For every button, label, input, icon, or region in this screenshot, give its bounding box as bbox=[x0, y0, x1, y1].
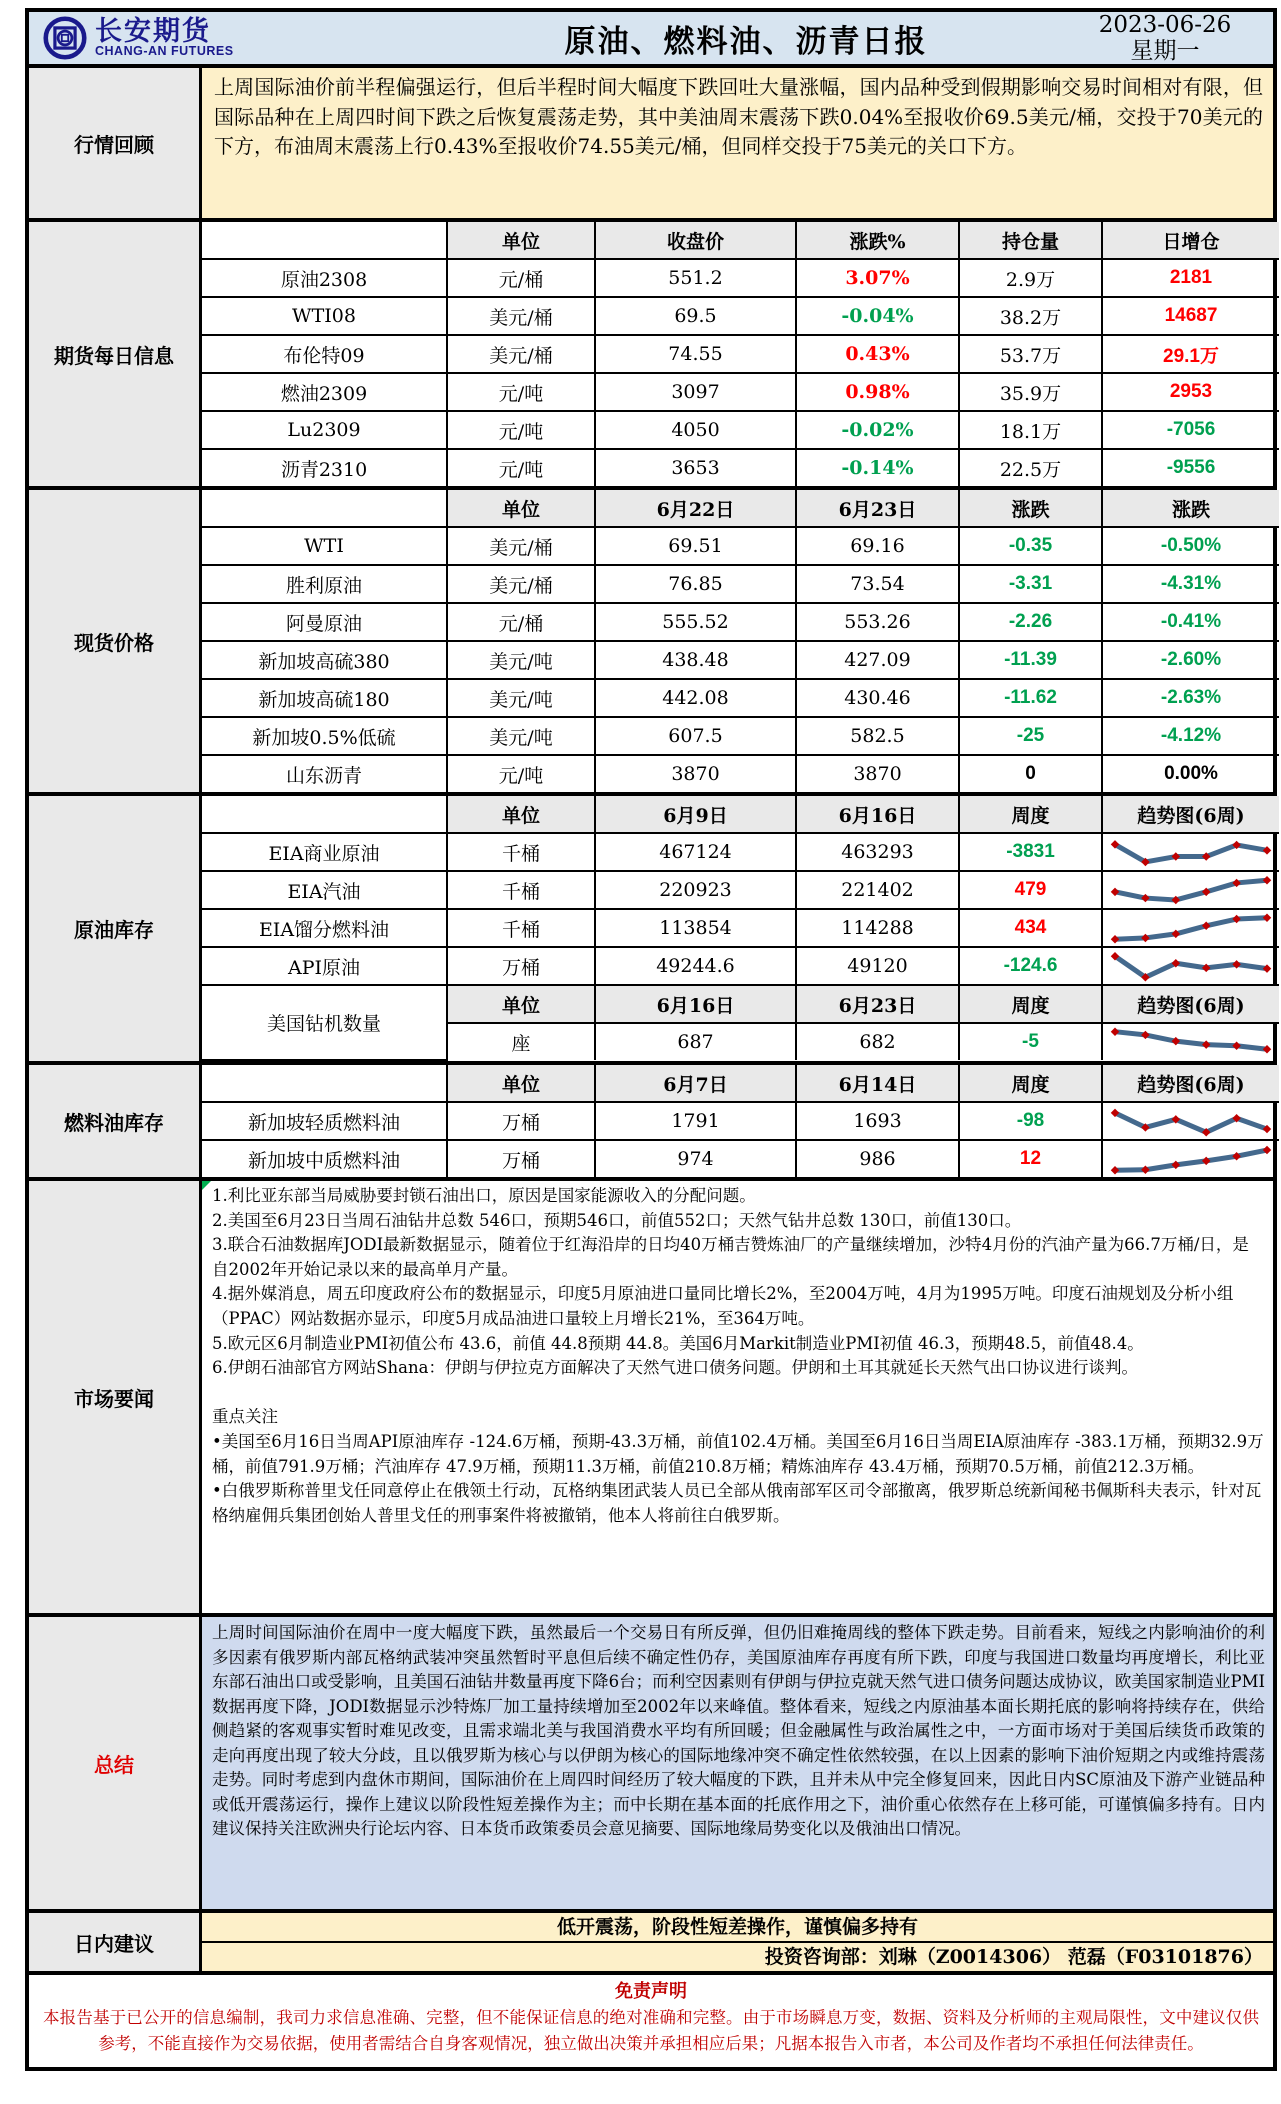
table-cell: -2.63% bbox=[1102, 679, 1279, 717]
table-row bbox=[202, 335, 1279, 373]
table-cell: 原油2308 bbox=[202, 259, 447, 297]
table-cell: 49244.6 bbox=[595, 947, 796, 985]
news-line: •美国至6月16日当周API原油库存 -124.6万桶，预期-43.3万桶，前值102.4万桶。美国至6月16日当周EIA原油库存 -383.1万桶，预期32.9万桶，前值791.9万桶；汽油库存 47.9万桶，预期11.3万桶，前值210.8万桶；精炼油库存 43.4万桶，预期70.5万桶，前值212.3万桶。 bbox=[212, 1431, 1264, 1476]
table-cell: 73.54 bbox=[796, 565, 959, 603]
trend-chart-cell bbox=[1102, 1140, 1279, 1177]
section-spot-prices bbox=[29, 486, 1273, 792]
table-cell: 千桶 bbox=[447, 871, 595, 909]
table-cell: 千桶 bbox=[447, 909, 595, 947]
section-fuel-inventory bbox=[29, 1061, 1273, 1177]
table-cell: 胜利原油 bbox=[202, 565, 447, 603]
table-cell: -0.50% bbox=[1102, 527, 1279, 565]
table-header-cell: 趋势图(6周) bbox=[1102, 796, 1279, 833]
section-label-summary: 总结 bbox=[29, 1617, 202, 1909]
table-cell: 35.9万 bbox=[959, 373, 1102, 411]
table-cell: 新加坡0.5%低硫 bbox=[202, 717, 447, 755]
table-header-cell: 单位 bbox=[447, 1065, 595, 1102]
table-cell: 220923 bbox=[595, 871, 796, 909]
table-cell: 986 bbox=[796, 1140, 959, 1177]
table-cell: 4050 bbox=[595, 411, 796, 449]
news-text bbox=[202, 1181, 1273, 1530]
table-cell: -11.39 bbox=[959, 641, 1102, 679]
trend-sparkline bbox=[1107, 1104, 1275, 1138]
table-header-cell: 6月7日 bbox=[595, 1065, 796, 1102]
table-header-cell: 日增仓 bbox=[1102, 222, 1279, 259]
table-cell: 553.26 bbox=[796, 603, 959, 641]
table-row bbox=[202, 565, 1279, 603]
table-cell: 682 bbox=[796, 1023, 959, 1060]
report-frame bbox=[25, 8, 1277, 2071]
table-cell: 山东沥青 bbox=[202, 755, 447, 792]
table-cell: 430.46 bbox=[796, 679, 959, 717]
spot-table-wrap bbox=[202, 490, 1273, 792]
trend-chart-cell bbox=[1102, 1023, 1279, 1060]
table-cell: 美元/桶 bbox=[447, 297, 595, 335]
table-cell: EIA商业原油 bbox=[202, 833, 447, 871]
table-cell: -2.26 bbox=[959, 603, 1102, 641]
section-summary bbox=[29, 1613, 1273, 1909]
trend-sparkline bbox=[1107, 873, 1275, 907]
table-cell: 万桶 bbox=[447, 1102, 595, 1140]
table-cell: 布伦特09 bbox=[202, 335, 447, 373]
table-cell: 3097 bbox=[595, 373, 796, 411]
table-cell: 69.51 bbox=[595, 527, 796, 565]
table-cell: -3.31 bbox=[959, 565, 1102, 603]
table-row bbox=[202, 1102, 1279, 1140]
table-cell: 美元/桶 bbox=[447, 527, 595, 565]
table-header-cell: 周度 bbox=[959, 1065, 1102, 1102]
table-cell: -0.35 bbox=[959, 527, 1102, 565]
section-label-spot: 现货价格 bbox=[29, 490, 202, 792]
news-line: 5.欧元区6月制造业PMI初值公布 43.6，前值 44.8预期 44.8。美国6月Markit制造业PMI初值 46.3，预期48.5，前值48.4。 bbox=[212, 1333, 1144, 1353]
trend-chart-cell bbox=[1102, 909, 1279, 947]
table-cell: 582.5 bbox=[796, 717, 959, 755]
table-cell: EIA馏分燃料油 bbox=[202, 909, 447, 947]
news-line: 1.利比亚东部当局威胁要封锁石油出口，原因是国家能源收入的分配问题。 bbox=[212, 1186, 756, 1205]
table-cell: 2953 bbox=[1102, 373, 1279, 411]
table-cell: 2.9万 bbox=[959, 259, 1102, 297]
table-cell: 555.52 bbox=[595, 603, 796, 641]
table-row bbox=[202, 985, 1279, 1023]
table-cell: 114288 bbox=[796, 909, 959, 947]
table-cell: 551.2 bbox=[595, 259, 796, 297]
table-header-cell: 涨跌 bbox=[959, 490, 1102, 527]
table-cell: 美元/吨 bbox=[447, 717, 595, 755]
table-header-cell: 6月23日 bbox=[796, 490, 959, 527]
table-header-cell: 周度 bbox=[959, 796, 1102, 833]
section-label-news: 市场要闻 bbox=[29, 1181, 202, 1613]
table-cell: Lu2309 bbox=[202, 411, 447, 449]
fuel-inventory-table bbox=[202, 1065, 1279, 1177]
table-header-cell: 涨跌% bbox=[796, 222, 959, 259]
table-cell: -0.41% bbox=[1102, 603, 1279, 641]
disclaimer-text: 本报告基于已公开的信息编制，我司力求信息准确、完整，但不能保证信息的绝对准确和完整。由于市场瞬息万变，数据、资料及分析师的主观局限性，文中建议仅供参考，不能直接作为交易依据，使用者需结合自身客观情况，独立做出决策并承担相应后果；凡据本报告入市者，本公司及作者均不承担任何法律责任。 bbox=[43, 2008, 1259, 2053]
table-header-cell: 持仓量 bbox=[959, 222, 1102, 259]
table-row bbox=[202, 222, 1279, 259]
table-cell: 3.07% bbox=[796, 259, 959, 297]
news-line: 4.据外媒消息，周五印度政府公布的数据显示，印度5月原油进口量同比增长2%，至2004万吨，4月为1995万吨。印度石油规划及分析小组（PPAC）网站数据亦显示，印度5月成品油进口量较上月增长21%，至364万吨。 bbox=[212, 1284, 1234, 1328]
futures-table bbox=[202, 222, 1279, 486]
table-cell bbox=[202, 796, 447, 833]
table-cell: 434 bbox=[959, 909, 1102, 947]
table-cell: WTI bbox=[202, 527, 447, 565]
table-cell: WTI08 bbox=[202, 297, 447, 335]
table-row bbox=[202, 796, 1279, 833]
table-cell: 千桶 bbox=[447, 833, 595, 871]
spot-table bbox=[202, 490, 1279, 792]
section-label-futures: 期货每日信息 bbox=[29, 222, 202, 486]
trend-sparkline bbox=[1107, 911, 1275, 945]
table-cell: 14687 bbox=[1102, 297, 1279, 335]
table-cell: 53.7万 bbox=[959, 335, 1102, 373]
table-header-cell: 6月23日 bbox=[796, 985, 959, 1023]
summary-content bbox=[202, 1617, 1273, 1909]
table-header-cell: 趋势图(6周) bbox=[1102, 1065, 1279, 1102]
table-header-cell: 6月14日 bbox=[796, 1065, 959, 1102]
table-cell: EIA汽油 bbox=[202, 871, 447, 909]
table-row bbox=[202, 297, 1279, 335]
table-cell: 687 bbox=[595, 1023, 796, 1060]
table-row bbox=[202, 833, 1279, 871]
table-cell: 新加坡高硫380 bbox=[202, 641, 447, 679]
section-label-fuel-inventory: 燃料油库存 bbox=[29, 1065, 202, 1177]
table-cell: 38.2万 bbox=[959, 297, 1102, 335]
trend-sparkline bbox=[1107, 1025, 1275, 1059]
table-header-cell: 周度 bbox=[959, 985, 1102, 1023]
table-cell: API原油 bbox=[202, 947, 447, 985]
table-cell: 阿曼原油 bbox=[202, 603, 447, 641]
review-content bbox=[202, 68, 1273, 218]
news-line: •白俄罗斯称普里戈任同意停止在俄领土行动，瓦格纳集团武装人员已全部从俄南部军区司令部撤离，俄罗斯总统新闻秘书佩斯科夫表示，针对瓦格纳雇佣兵集团创始人普里戈任的刑事案件将被撤销，他本人将前往白俄罗斯。 bbox=[212, 1481, 1262, 1525]
table-cell: 427.09 bbox=[796, 641, 959, 679]
table-cell bbox=[202, 222, 447, 259]
table-cell: 1791 bbox=[595, 1102, 796, 1140]
table-cell: -3831 bbox=[959, 833, 1102, 871]
report-header bbox=[29, 12, 1273, 64]
table-row bbox=[202, 259, 1279, 297]
table-header-cell: 涨跌 bbox=[1102, 490, 1279, 527]
table-cell: 元/吨 bbox=[447, 373, 595, 411]
date-value: 2023-06-26 bbox=[1098, 11, 1232, 38]
table-cell: 0.00% bbox=[1102, 755, 1279, 792]
section-intraday-advice bbox=[29, 1909, 1273, 1971]
section-crude-inventory bbox=[29, 792, 1273, 1061]
section-futures-daily bbox=[29, 218, 1273, 486]
table-row bbox=[202, 449, 1279, 486]
news-content bbox=[202, 1181, 1273, 1613]
news-line: 3.联合石油数据库JODI最新数据显示，随着位于红海沿岸的日均40万桶吉赞炼油厂的产量继续增加，沙特4月份的汽油产量为66.7万桶/日，是自2002年开始记录以来的最高单月产量。 bbox=[212, 1235, 1249, 1279]
crude-table-wrap bbox=[202, 796, 1273, 1061]
table-header-cell: 趋势图(6周) bbox=[1102, 985, 1279, 1023]
section-market-news bbox=[29, 1177, 1273, 1613]
table-row bbox=[202, 1065, 1279, 1102]
table-row bbox=[202, 527, 1279, 565]
table-row bbox=[202, 1140, 1279, 1177]
summary-text: 上周时间国际油价在周中一度大幅度下跌，虽然最后一个交易日有所反弹，但仍旧难掩周线的整体下跌走势。目前看来，短线之内影响油价的利多因素有俄罗斯内部瓦格纳武装冲突虽然暂时平息但后续不确定性仍存，美国原油库存再度有所下跌，印度与我国进口数量均再度增长，利比亚东部石油出口或受影响，且美国石油钻井数量再度下降6台；而利空因素则有伊朗与伊拉克就天然气进口债务问题达成协议，欧美国家制造业PMI数据再度下降，JODI数据显示沙特炼厂加工量持续增加至2002年以来峰值。整体看来，短线之内原油基本面长期托底的影响将持续存在，供给侧趋紧的客观事实暂时难见改变，且需求端北美与我国消费水平均有所回暖；但金融属性与政治属性之中，一方面市场对于美国后续货币政策的走向再度出现了较大分歧，且以俄罗斯为核心与以伊朗为核心的国际地缘冲突不确定性依然较强，在以上因素的影响下油价短期之内或维持震荡走势。同时考虑到内盘休市期间，国际油价在上周四时间经历了较大幅度的下跌，且并未从中完全修复回来，因此日内SC原油及下游产业链品种或低开震荡运行，操作上建议以阶段性短差操作为主；而中长期在基本面的托底作用之下，油价重心依然存在上移可能，可谨慎偏多持有。日内建议保持关注欧洲央行论坛内容、日本货币政策委员会意见摘要、国际地缘局势变化以及俄油出口情况。 bbox=[212, 1623, 1265, 1838]
table-row bbox=[202, 411, 1279, 449]
table-cell: 新加坡高硫180 bbox=[202, 679, 447, 717]
table-header-cell: 收盘价 bbox=[595, 222, 796, 259]
table-cell: 49120 bbox=[796, 947, 959, 985]
company-name: 长安期货 bbox=[95, 16, 211, 47]
section-label-advice: 日内建议 bbox=[29, 1913, 202, 1971]
review-text: 上周国际油价前半程偏强运行，但后半程时间大幅度下跌回吐大量涨幅，国内品种受到假期影响交易时间相对有限，但国际品种在上周四时间下跌之后恢复震荡走势，其中美油周末震荡下跌0.04%至报收价69.5美元/桶，交投于70美元的下方，布油周末震荡上行0.43%至报收价74.55美元/桶，但同样交投于75美元的关口下方。 bbox=[214, 75, 1263, 158]
trend-chart-cell bbox=[1102, 1102, 1279, 1140]
table-header-cell: 单位 bbox=[447, 490, 595, 527]
table-cell: -0.02% bbox=[796, 411, 959, 449]
table-cell: 0.98% bbox=[796, 373, 959, 411]
table-row bbox=[202, 490, 1279, 527]
table-cell: -4.31% bbox=[1102, 565, 1279, 603]
table-cell: 3870 bbox=[796, 755, 959, 792]
table-cell: 221402 bbox=[796, 871, 959, 909]
table-cell: -25 bbox=[959, 717, 1102, 755]
table-cell: -0.04% bbox=[796, 297, 959, 335]
table-cell: 74.55 bbox=[595, 335, 796, 373]
trend-chart-cell bbox=[1102, 833, 1279, 871]
trend-sparkline bbox=[1107, 835, 1275, 869]
table-cell: 沥青2310 bbox=[202, 449, 447, 486]
table-row bbox=[202, 871, 1279, 909]
weekday-value: 星期一 bbox=[1130, 38, 1200, 64]
table-cell: 美元/吨 bbox=[447, 641, 595, 679]
table-cell: 974 bbox=[595, 1140, 796, 1177]
table-cell: 元/桶 bbox=[447, 603, 595, 641]
table-cell: 美国钻机数量 bbox=[202, 985, 447, 1060]
table-cell: -7056 bbox=[1102, 411, 1279, 449]
table-cell: 463293 bbox=[796, 833, 959, 871]
company-logo bbox=[29, 16, 429, 60]
table-cell: 442.08 bbox=[595, 679, 796, 717]
news-line: 2.美国至6月23日当周石油钻井总数 546口，预期546口，前值552口；天然气钻井总数 130口，前值130口。 bbox=[212, 1210, 1022, 1230]
news-line: 重点关注 bbox=[212, 1407, 278, 1427]
table-cell bbox=[202, 490, 447, 527]
table-cell: 座 bbox=[447, 1023, 595, 1060]
table-cell: 元/吨 bbox=[447, 449, 595, 486]
company-name-en: CHANG-AN FUTURES bbox=[95, 44, 234, 59]
table-cell: 467124 bbox=[595, 833, 796, 871]
table-cell: 3870 bbox=[595, 755, 796, 792]
table-row bbox=[202, 909, 1279, 947]
table-cell: -4.12% bbox=[1102, 717, 1279, 755]
advice-text: 低开震荡，阶段性短差操作，谨慎偏多持有 bbox=[202, 1913, 1273, 1943]
table-cell: -9556 bbox=[1102, 449, 1279, 486]
trend-chart-cell bbox=[1102, 871, 1279, 909]
table-cell: -98 bbox=[959, 1102, 1102, 1140]
table-cell: 18.1万 bbox=[959, 411, 1102, 449]
table-header-cell: 6月16日 bbox=[595, 985, 796, 1023]
section-disclaimer bbox=[29, 1971, 1273, 2067]
cell-comment-marker bbox=[202, 1181, 211, 1190]
table-row bbox=[202, 603, 1279, 641]
table-row bbox=[202, 947, 1279, 985]
table-cell: 29.1万 bbox=[1102, 335, 1279, 373]
table-cell: 69.16 bbox=[796, 527, 959, 565]
table-cell: 美元/吨 bbox=[447, 679, 595, 717]
report-date bbox=[1063, 12, 1273, 65]
table-cell: 479 bbox=[959, 871, 1102, 909]
table-cell: 22.5万 bbox=[959, 449, 1102, 486]
table-cell: 1693 bbox=[796, 1102, 959, 1140]
fuel-table-wrap bbox=[202, 1065, 1273, 1177]
table-row bbox=[202, 679, 1279, 717]
table-cell: -124.6 bbox=[959, 947, 1102, 985]
crude-inventory-table bbox=[202, 796, 1279, 1061]
disclaimer-title: 免责声明 bbox=[615, 1981, 687, 2002]
table-header-cell: 单位 bbox=[447, 985, 595, 1023]
table-cell: 元/吨 bbox=[447, 755, 595, 792]
section-label-review: 行情回顾 bbox=[29, 68, 202, 218]
trend-sparkline bbox=[1107, 949, 1275, 983]
table-header-cell: 单位 bbox=[447, 222, 595, 259]
table-header-cell: 6月9日 bbox=[595, 796, 796, 833]
table-cell: -11.62 bbox=[959, 679, 1102, 717]
section-label-crude-inventory: 原油库存 bbox=[29, 796, 202, 1061]
table-cell: 新加坡轻质燃料油 bbox=[202, 1102, 447, 1140]
table-header-cell: 6月22日 bbox=[595, 490, 796, 527]
table-row bbox=[202, 755, 1279, 792]
futures-table-wrap bbox=[202, 222, 1273, 486]
table-cell: 0.43% bbox=[796, 335, 959, 373]
trend-sparkline bbox=[1107, 1142, 1275, 1176]
table-cell: 0 bbox=[959, 755, 1102, 792]
advice-consultants: 投资咨询部：刘琳（Z0014306） 范磊（F03101876） bbox=[764, 1946, 1263, 1968]
table-cell: 美元/桶 bbox=[447, 565, 595, 603]
table-cell: 新加坡中质燃料油 bbox=[202, 1140, 447, 1177]
report-title: 原油、燃料油、沥青日报 bbox=[564, 23, 928, 60]
table-cell: 113854 bbox=[595, 909, 796, 947]
table-cell: 元/吨 bbox=[447, 411, 595, 449]
table-cell: 燃油2309 bbox=[202, 373, 447, 411]
section-market-review bbox=[29, 64, 1273, 218]
table-row bbox=[202, 373, 1279, 411]
table-cell: -0.14% bbox=[796, 449, 959, 486]
table-cell: 607.5 bbox=[595, 717, 796, 755]
table-header-cell: 6月16日 bbox=[796, 796, 959, 833]
table-cell: 元/桶 bbox=[447, 259, 595, 297]
table-cell: 69.5 bbox=[595, 297, 796, 335]
table-cell: -2.60% bbox=[1102, 641, 1279, 679]
table-row bbox=[202, 641, 1279, 679]
advice-content bbox=[202, 1913, 1273, 1971]
table-cell: 万桶 bbox=[447, 947, 595, 985]
table-cell: 438.48 bbox=[595, 641, 796, 679]
table-cell: 12 bbox=[959, 1140, 1102, 1177]
trend-chart-cell bbox=[1102, 947, 1279, 985]
news-line: 6.伊朗石油部官方网站Shana：伊朗与伊拉克方面解决了天然气进口债务问题。伊朗和土耳其就延长天然气出口协议进行谈判。 bbox=[212, 1358, 1138, 1378]
table-cell: 76.85 bbox=[595, 565, 796, 603]
table-cell: -5 bbox=[959, 1023, 1102, 1060]
coin-logo-icon bbox=[43, 16, 87, 60]
news-line bbox=[212, 1381, 1265, 1406]
table-cell: 2181 bbox=[1102, 259, 1279, 297]
table-row bbox=[202, 717, 1279, 755]
table-cell: 3653 bbox=[595, 449, 796, 486]
table-cell: 万桶 bbox=[447, 1140, 595, 1177]
table-cell bbox=[202, 1065, 447, 1102]
table-cell: 美元/桶 bbox=[447, 335, 595, 373]
table-header-cell: 单位 bbox=[447, 796, 595, 833]
